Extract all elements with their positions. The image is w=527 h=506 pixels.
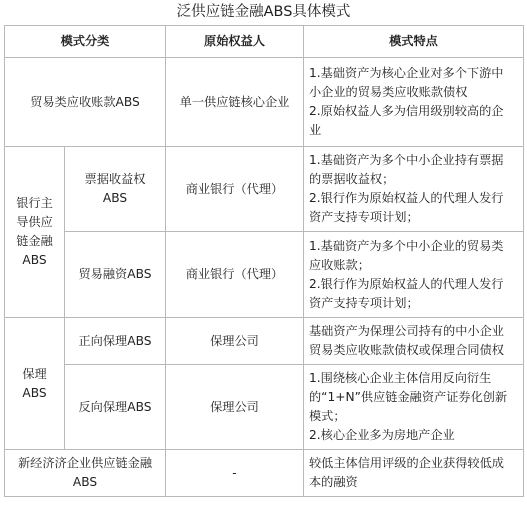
feature-line: 较低主体信用评级的企业获得较低成 — [309, 456, 504, 470]
mode-cell: 贸易融资ABS — [65, 232, 166, 318]
mode-line: 新经济济企业供应链金融 — [17, 456, 153, 470]
beneficiary-cell: 保理公司 — [166, 365, 304, 450]
table-row — [5, 147, 524, 232]
feature-line: 模式； — [309, 409, 346, 423]
feature-line: 的票据收益权； — [309, 172, 395, 186]
feature-line: 1.基础资产为多个中小企业持有票据 — [309, 153, 504, 167]
feature-line: 1.基础资产为核心企业对多个下游中 — [309, 66, 504, 80]
feature-line: 基础资产为保理公司持有的中小企业 — [309, 324, 504, 338]
group-label-line: 链金融 — [16, 234, 53, 248]
table-row — [5, 450, 524, 497]
feature-line: 贸易类应收账款债权或保理合同债权 — [309, 343, 504, 357]
table-row — [5, 318, 524, 365]
beneficiary-cell: - — [166, 450, 304, 497]
document-title: 泛供应链金融ABS具体模式 — [176, 4, 351, 20]
group-label-bank — [5, 147, 65, 318]
header-feature: 模式特点 — [304, 26, 524, 58]
table-row — [5, 58, 524, 147]
group-label-line: 银行主 — [16, 196, 53, 210]
beneficiary-cell: 商业银行（代理） — [166, 147, 304, 232]
feature-line: 本的融资 — [309, 475, 358, 489]
mode-cell: 反向保理ABS — [65, 365, 166, 450]
beneficiary-cell: 商业银行（代理） — [166, 232, 304, 318]
header-mode: 模式分类 — [5, 26, 166, 58]
feature-line: 业 — [309, 123, 322, 137]
group-label-line: 导供应 — [16, 215, 53, 229]
group-label-factoring — [5, 318, 65, 450]
feature-line: 2.原始权益人多为信用级别较高的企 — [309, 104, 504, 118]
abs-mode-table — [4, 25, 524, 497]
feature-line: 应收账款； — [309, 257, 370, 272]
feature-cell — [304, 365, 524, 450]
group-label-line: ABS — [22, 385, 47, 400]
feature-cell — [304, 450, 524, 497]
table-row — [5, 232, 524, 318]
feature-line: 资产支持专项计划； — [309, 295, 419, 310]
mode-line: ABS — [102, 191, 128, 205]
table-row — [5, 365, 524, 450]
feature-line: 2.银行作为原始权益人的代理人发行 — [309, 191, 504, 205]
feature-line: 1.基础资产为多个中小企业的贸易类 — [309, 238, 504, 253]
feature-line: 1.围绕核心企业主体信用反向衍生 — [309, 371, 492, 385]
feature-line: 的“1+N”供应链金融资产证券化创新 — [309, 390, 508, 404]
mode-line: 票据收益权 — [84, 172, 146, 186]
feature-line: 资产支持专项计划； — [309, 210, 419, 224]
feature-cell — [304, 318, 524, 365]
feature-line: 2.核心企业多为房地产企业 — [309, 428, 455, 442]
feature-cell — [304, 232, 524, 318]
group-label-line: 保理 — [22, 366, 47, 381]
table-header-row — [5, 26, 524, 58]
group-label-line: ABS — [22, 253, 47, 267]
mode-cell — [65, 147, 166, 232]
feature-line: 2.银行作为原始权益人的代理人发行 — [309, 276, 504, 291]
feature-cell — [304, 147, 524, 232]
feature-cell — [304, 58, 524, 147]
feature-line: 小企业的贸易类应收账款债权 — [309, 85, 468, 99]
mode-cell — [5, 450, 166, 497]
beneficiary-cell: 保理公司 — [166, 318, 304, 365]
header-beneficiary: 原始权益人 — [166, 26, 304, 58]
mode-line: ABS — [72, 475, 98, 489]
mode-cell: 正向保理ABS — [65, 318, 166, 365]
mode-cell: 贸易类应收账款ABS — [5, 58, 166, 147]
beneficiary-cell: 单一供应链核心企业 — [166, 58, 304, 147]
